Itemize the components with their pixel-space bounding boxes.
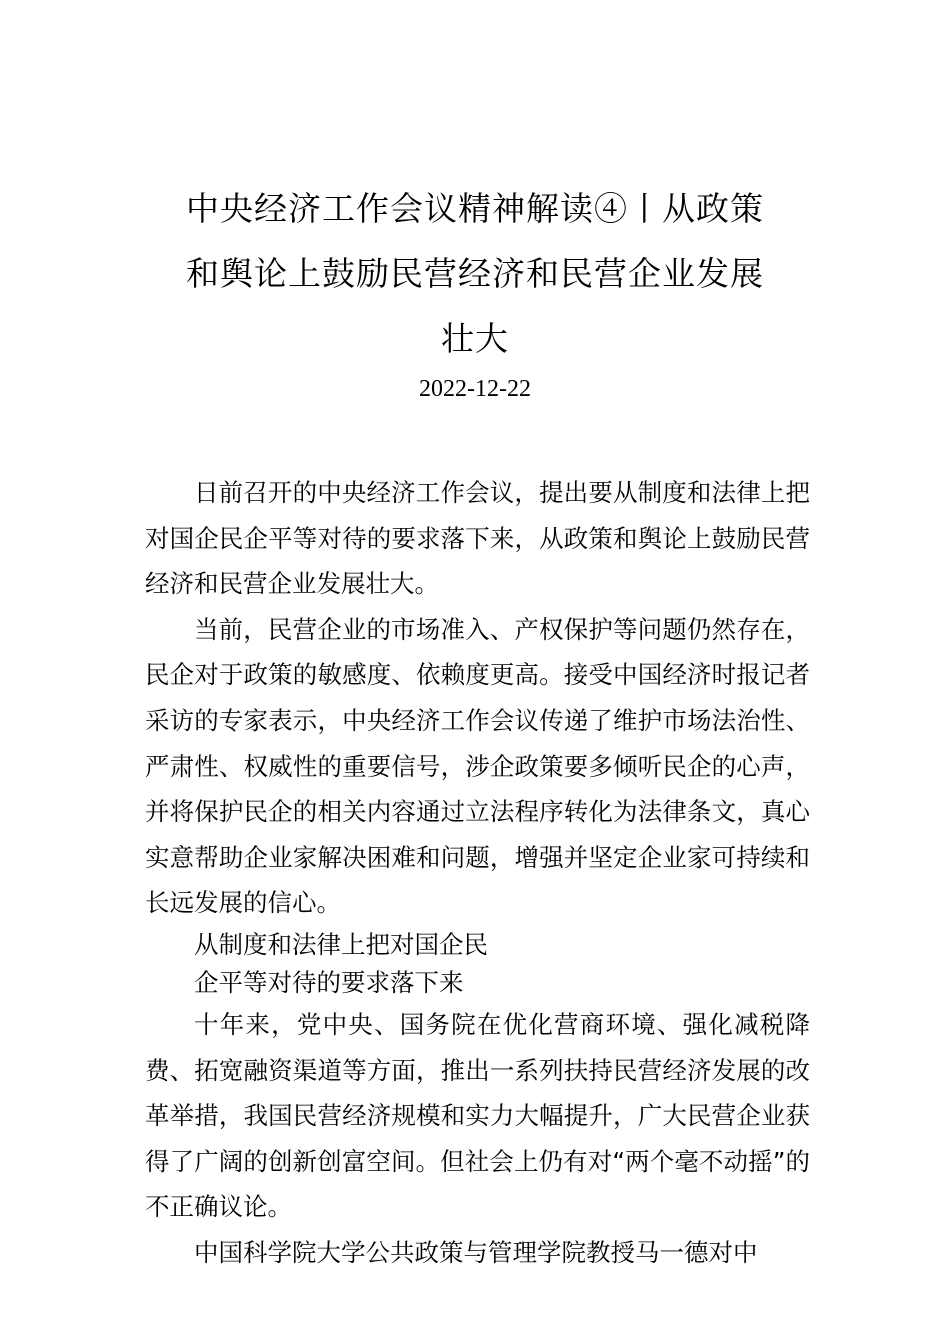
- title-line-3: 壮大: [441, 319, 509, 358]
- paragraph-3: 十年来，党中央、国务院在优化营商环境、强化减税降费、拓宽融资渠道等方面，推出一系列扶持民营经济发展的改革举措，我国民营经济规模和实力大幅提升，广大民营企业获得了广阔的创新创富空间。但社会上仍有对“两个毫不动摇”的不正确议论。: [145, 1009, 810, 1222]
- section-subheading-line-2: 企平等对待的要求落下来: [194, 967, 464, 997]
- title-line-2: 和舆论上鼓励民营经济和民营企业发展: [186, 254, 764, 293]
- article-body: [145, 470, 810, 1276]
- article-title: [145, 176, 805, 371]
- paragraph-1: 日前召开的中央经济工作会议，提出要从制度和法律上把对国企民企平等对待的要求落下来，从政策和舆论上鼓励民营经济和民营企业发展壮大。: [145, 478, 810, 599]
- publish-date: 2022-12-22: [419, 376, 531, 402]
- paragraph-4: 中国科学院大学公共政策与管理学院教授马一德对中: [194, 1237, 758, 1267]
- section-subheading-line-1: 从制度和法律上把对国企民: [194, 929, 488, 959]
- paragraph-2: 当前，民营企业的市场准入、产权保护等问题仍然存在，民企对于政策的敏感度、依赖度更高。接受中国经济时报记者采访的专家表示，中央经济工作会议传递了维护市场法治性、严肃性、权威性的重要信号，涉企政策要多倾听民企的心声，并将保护民企的相关内容通过立法程序转化为法律条文，真心实意帮助企业家解决困难和问题，增强并坚定企业家可持续和长远发展的信心。: [145, 614, 810, 918]
- title-line-1: 中央经济工作会议精神解读④丨从政策: [186, 189, 764, 228]
